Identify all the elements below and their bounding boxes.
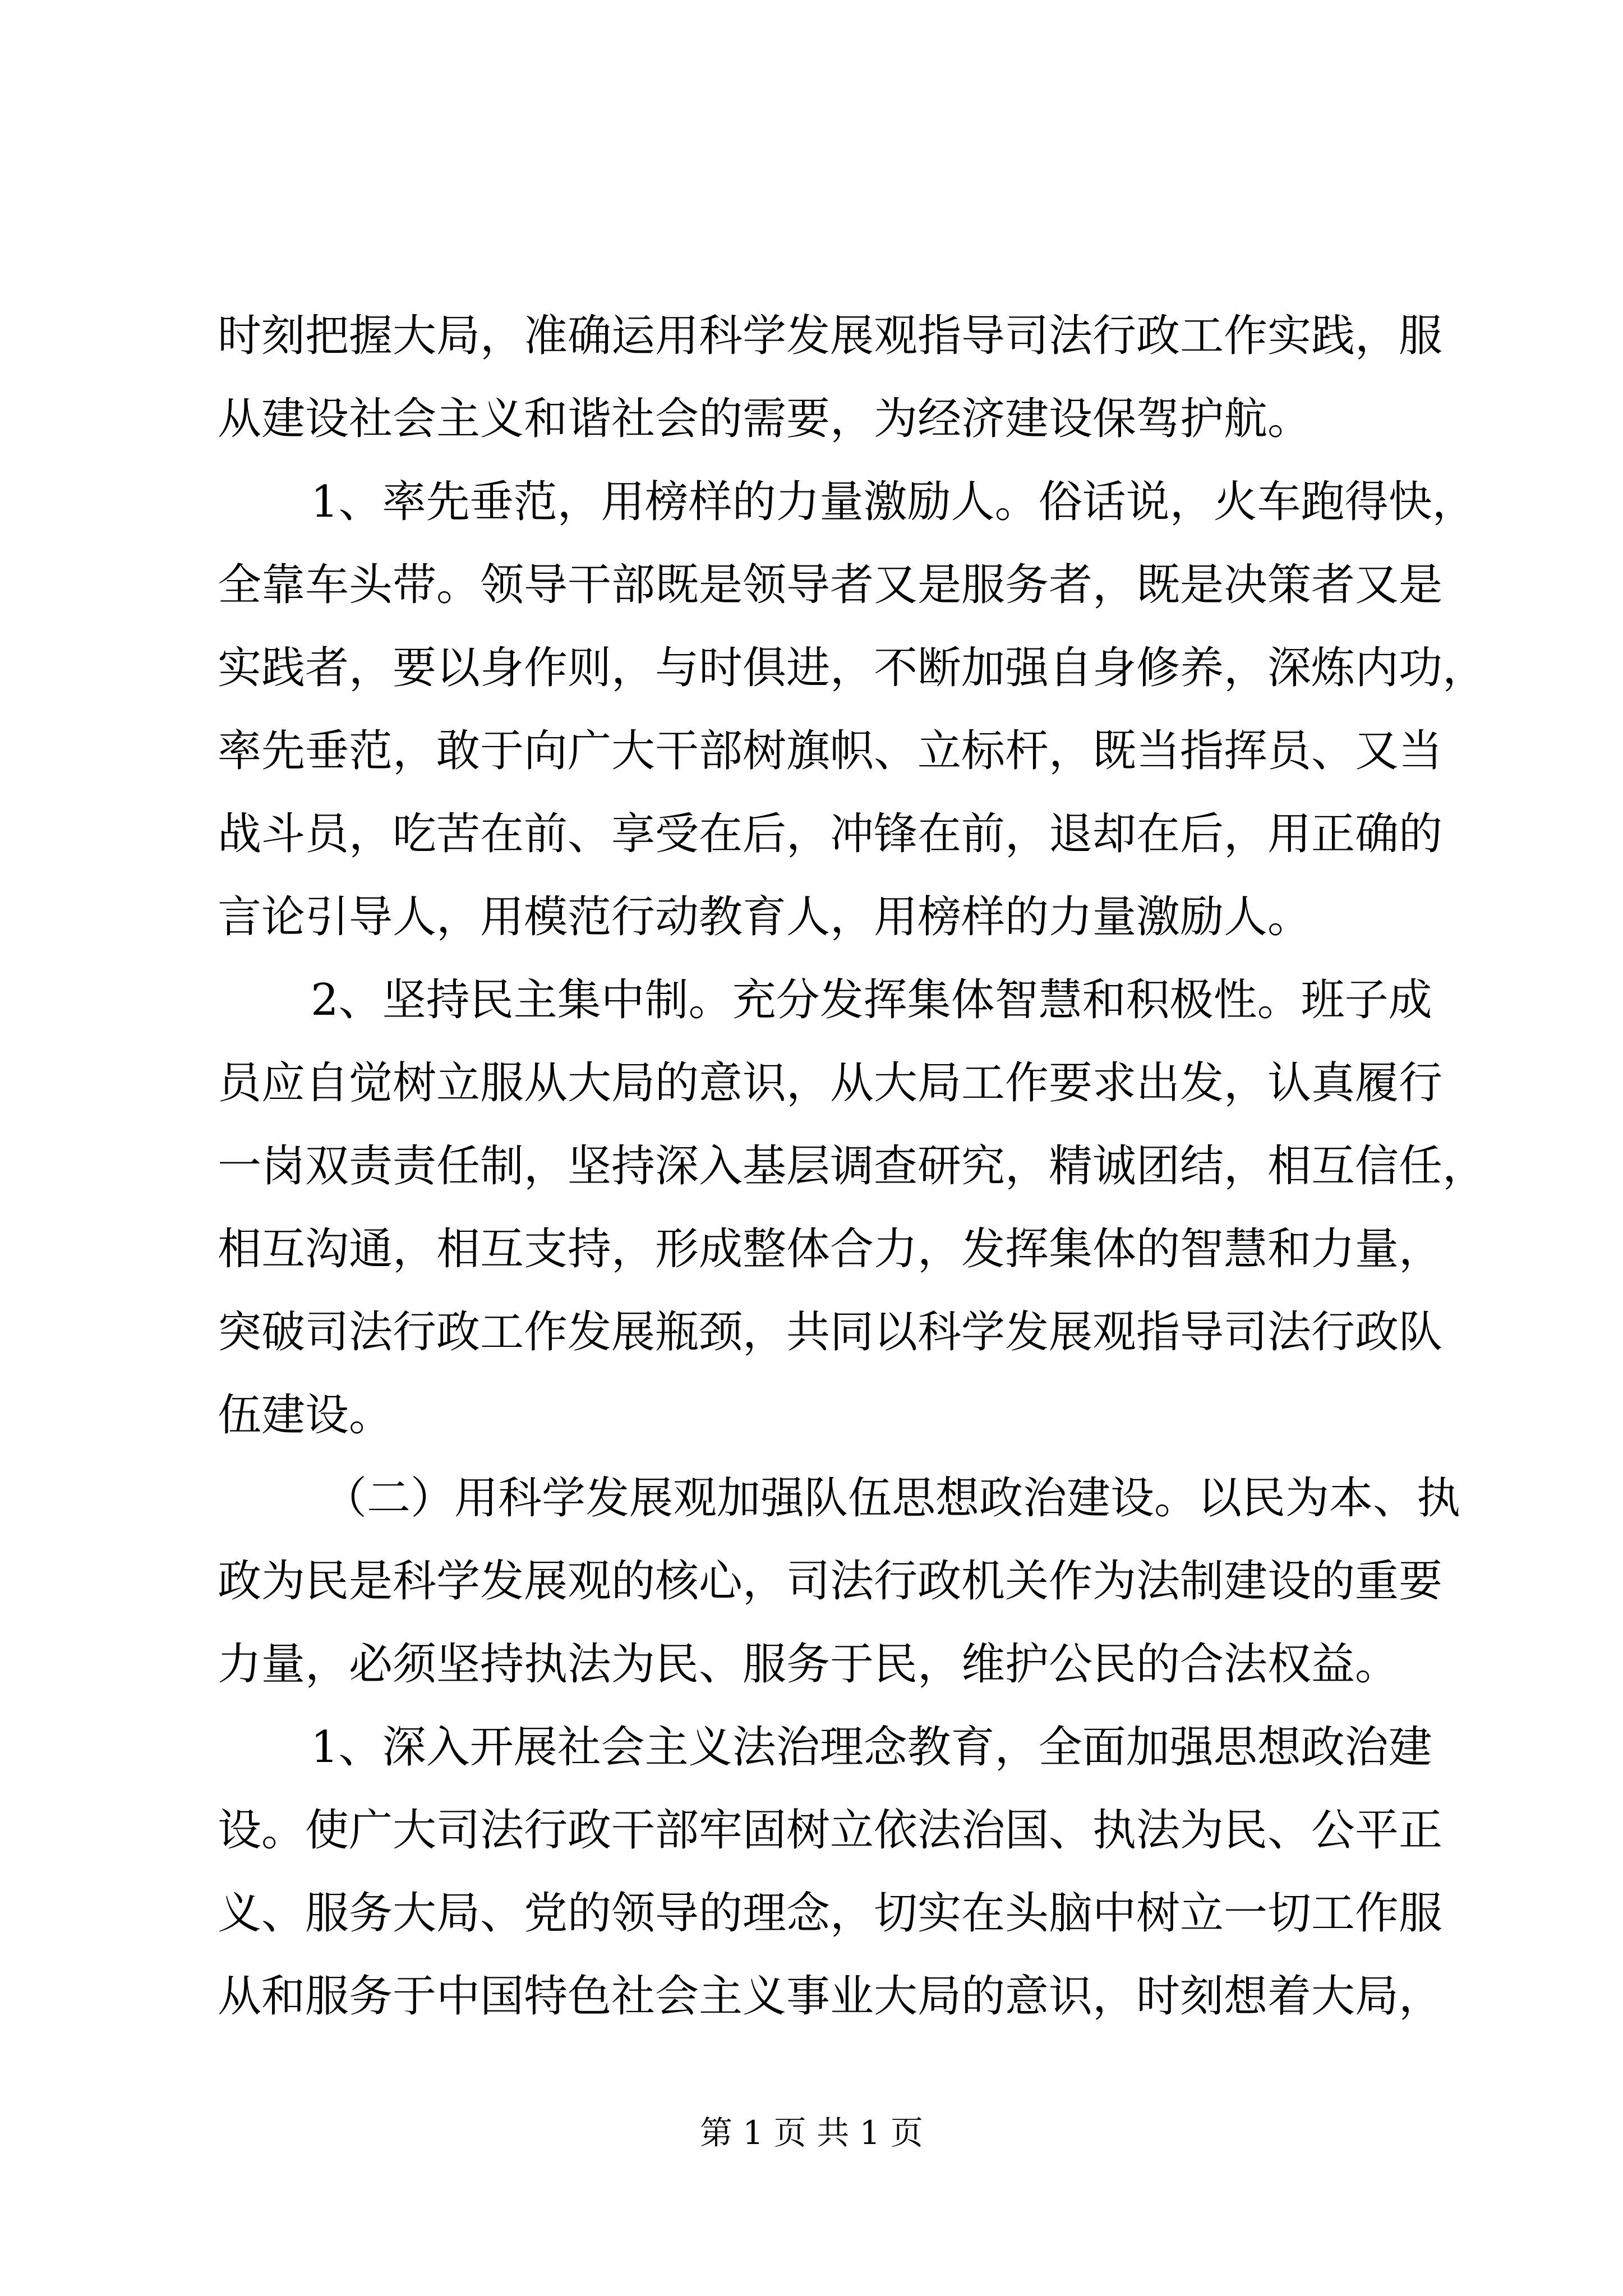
text-line: 1、率先垂范，用榜样的力量激励人。俗话说，火车跑得快， bbox=[311, 477, 1476, 527]
page-number: 第 1 页 共 1 页 bbox=[700, 2114, 923, 2152]
text-line: 伍建设。 bbox=[218, 1390, 393, 1441]
text-line: 员应自觉树立服从大局的意识，从大局工作要求出发，认真履行 bbox=[218, 1058, 1443, 1108]
text-line: 从和服务于中国特色社会主义事业大局的意识，时刻想着大局， bbox=[218, 1971, 1443, 2022]
text-line: 从建设社会主义和谐社会的需要，为经济建设保驾护航。 bbox=[218, 394, 1312, 444]
paragraph bbox=[218, 295, 1443, 461]
paragraph bbox=[218, 1706, 1443, 2038]
text-line: 率先垂范，敢于向广大干部树旗帜、立标杆，既当指挥员、又当 bbox=[218, 726, 1443, 776]
text-line: 1、深入开展社会主义法治理念教育，全面加强思想政治建 bbox=[311, 1722, 1432, 1773]
text-line: 设。使广大司法行政干部牢固树立依法治国、执法为民、公平正 bbox=[218, 1805, 1443, 1856]
text-line: 相互沟通，相互支持，形成整体合力，发挥集体的智慧和力量， bbox=[218, 1224, 1443, 1274]
text-line: 时刻把握大局，准确运用科学发展观指导司法行政工作实践，服 bbox=[218, 311, 1443, 361]
paragraph bbox=[218, 1457, 1461, 1706]
paragraph bbox=[218, 959, 1487, 1457]
text-line: （二）用科学发展观加强队伍思想政治建设。以民为本、执 bbox=[323, 1473, 1461, 1524]
text-line: 一岗双责责任制，坚持深入基层调查研究，精诚团结，相互信任， bbox=[218, 1141, 1487, 1191]
document-body bbox=[218, 295, 1487, 2038]
text-line: 2、坚持民主集中制。充分发挥集体智慧和积极性。班子成 bbox=[311, 975, 1432, 1025]
text-line: 突破司法行政工作发展瓶颈，共同以科学发展观指导司法行政队 bbox=[218, 1307, 1443, 1358]
text-line: 实践者，要以身作则，与时俱进，不断加强自身修养，深炼内功， bbox=[218, 643, 1487, 693]
text-line: 全靠车头带。领导干部既是领导者又是服务者，既是决策者又是 bbox=[218, 560, 1443, 610]
text-line: 义、服务大局、党的领导的理念，切实在头脑中树立一切工作服 bbox=[218, 1888, 1443, 1939]
text-line: 言论引导人，用模范行动教育人，用榜样的力量激励人。 bbox=[218, 892, 1312, 942]
paragraph bbox=[218, 461, 1487, 959]
text-line: 政为民是科学发展观的核心，司法行政机关作为法制建设的重要 bbox=[218, 1556, 1443, 1607]
text-line: 战斗员，吃苦在前、享受在后，冲锋在前，退却在后，用正确的 bbox=[218, 809, 1443, 859]
text-line: 力量，必须坚持执法为民、服务于民，维护公民的合法权益。 bbox=[218, 1639, 1399, 1690]
page-footer bbox=[0, 2110, 1623, 2155]
